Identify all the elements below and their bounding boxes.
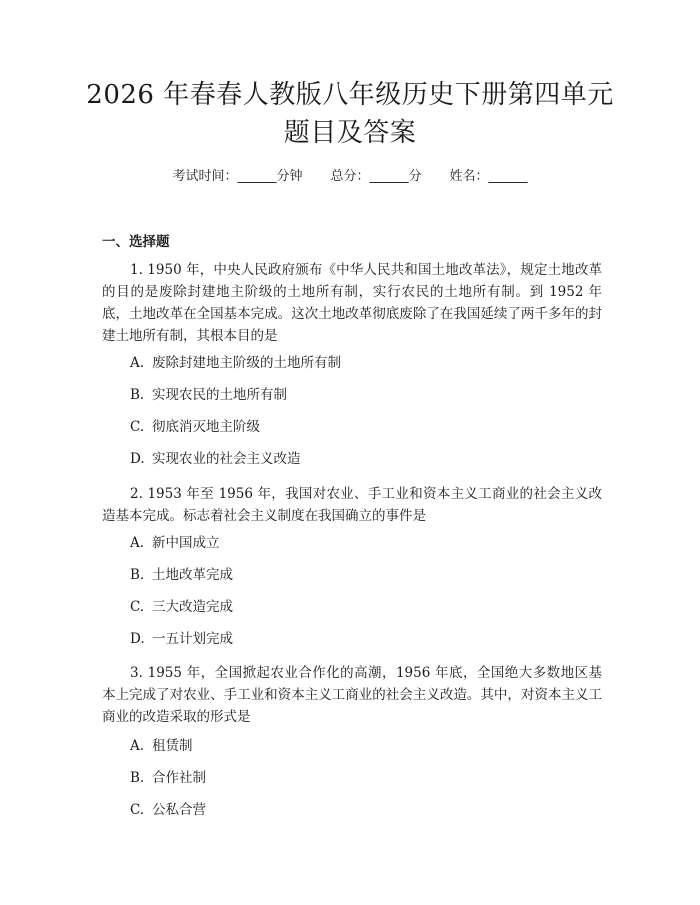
option-letter: B. <box>130 567 145 583</box>
question-3-text: 3. 1955 年，全国掀起农业合作化的高潮，1956 年底，全国绝大多数地区基本上完成了对农业、手工业和资本主义工商业的社会主义改造。其中，对资本主义工商业的改造采取的形式是 <box>102 665 602 725</box>
exam-name: 姓名：______ <box>449 169 528 184</box>
title-line-2: 题目及答案 <box>283 118 417 148</box>
option-text: 公私合营 <box>152 802 206 818</box>
option-text: 一五计划完成 <box>152 631 233 647</box>
question-1-option-b <box>130 385 287 405</box>
option-letter: A. <box>130 738 145 754</box>
option-text: 合作社制 <box>152 770 206 786</box>
option-letter: D. <box>130 631 145 647</box>
exam-score: 总分：______分 <box>330 169 422 184</box>
question-2-option-d <box>130 629 233 649</box>
option-letter: C. <box>130 419 145 435</box>
option-letter: D. <box>130 451 145 467</box>
question-3-option-c <box>130 800 206 820</box>
option-text: 土地改革完成 <box>152 567 233 583</box>
option-text: 实现农业的社会主义改造 <box>152 451 301 467</box>
option-letter: B. <box>130 387 145 403</box>
option-text: 废除封建地主阶级的土地所有制 <box>152 355 341 371</box>
option-text: 租赁制 <box>152 738 193 754</box>
option-letter: C. <box>130 802 145 818</box>
question-3-option-b <box>130 768 206 788</box>
option-text: 新中国成立 <box>152 535 220 551</box>
title-line-1: 2026 年春春人教版八年级历史下册第四单元 <box>86 80 614 110</box>
document-title <box>60 76 640 152</box>
question-3-option-a <box>130 736 193 756</box>
option-letter: C. <box>130 599 145 615</box>
question-2-text: 2. 1953 年至 1956 年，我国对农业、手工业和资本主义工商业的社会主义改造基本完成。标志着社会主义制度在我国确立的事件是 <box>102 486 602 524</box>
option-text: 彻底消灭地主阶级 <box>152 419 260 435</box>
option-text: 三大改造完成 <box>152 599 233 615</box>
question-2-option-a <box>130 533 220 553</box>
option-letter: A. <box>130 535 145 551</box>
question-1-option-a <box>130 353 341 373</box>
question-2-option-c <box>130 597 233 617</box>
option-letter: A. <box>130 355 145 371</box>
section-heading: 一、选择题 <box>102 234 170 250</box>
exam-time: 考试时间：______分钟 <box>172 169 303 184</box>
question-2-option-b <box>130 565 233 585</box>
question-1-text: 1. 1950 年，中央人民政府颁布《中华人民共和国土地改革法》，规定土地改革的目的是废除封建地主阶级的土地所有制，实行农民的土地所有制。到 1952 年底，土地改革在全国基本完成。这次土地改革彻底废除了在我国延续了两千多年的封建土地所有制，其根本目的是 <box>102 262 602 344</box>
option-text: 实现农民的土地所有制 <box>152 387 287 403</box>
exam-info <box>0 168 700 186</box>
option-letter: B. <box>130 770 145 786</box>
question-1-option-c <box>130 417 260 437</box>
question-1-option-d <box>130 449 301 469</box>
